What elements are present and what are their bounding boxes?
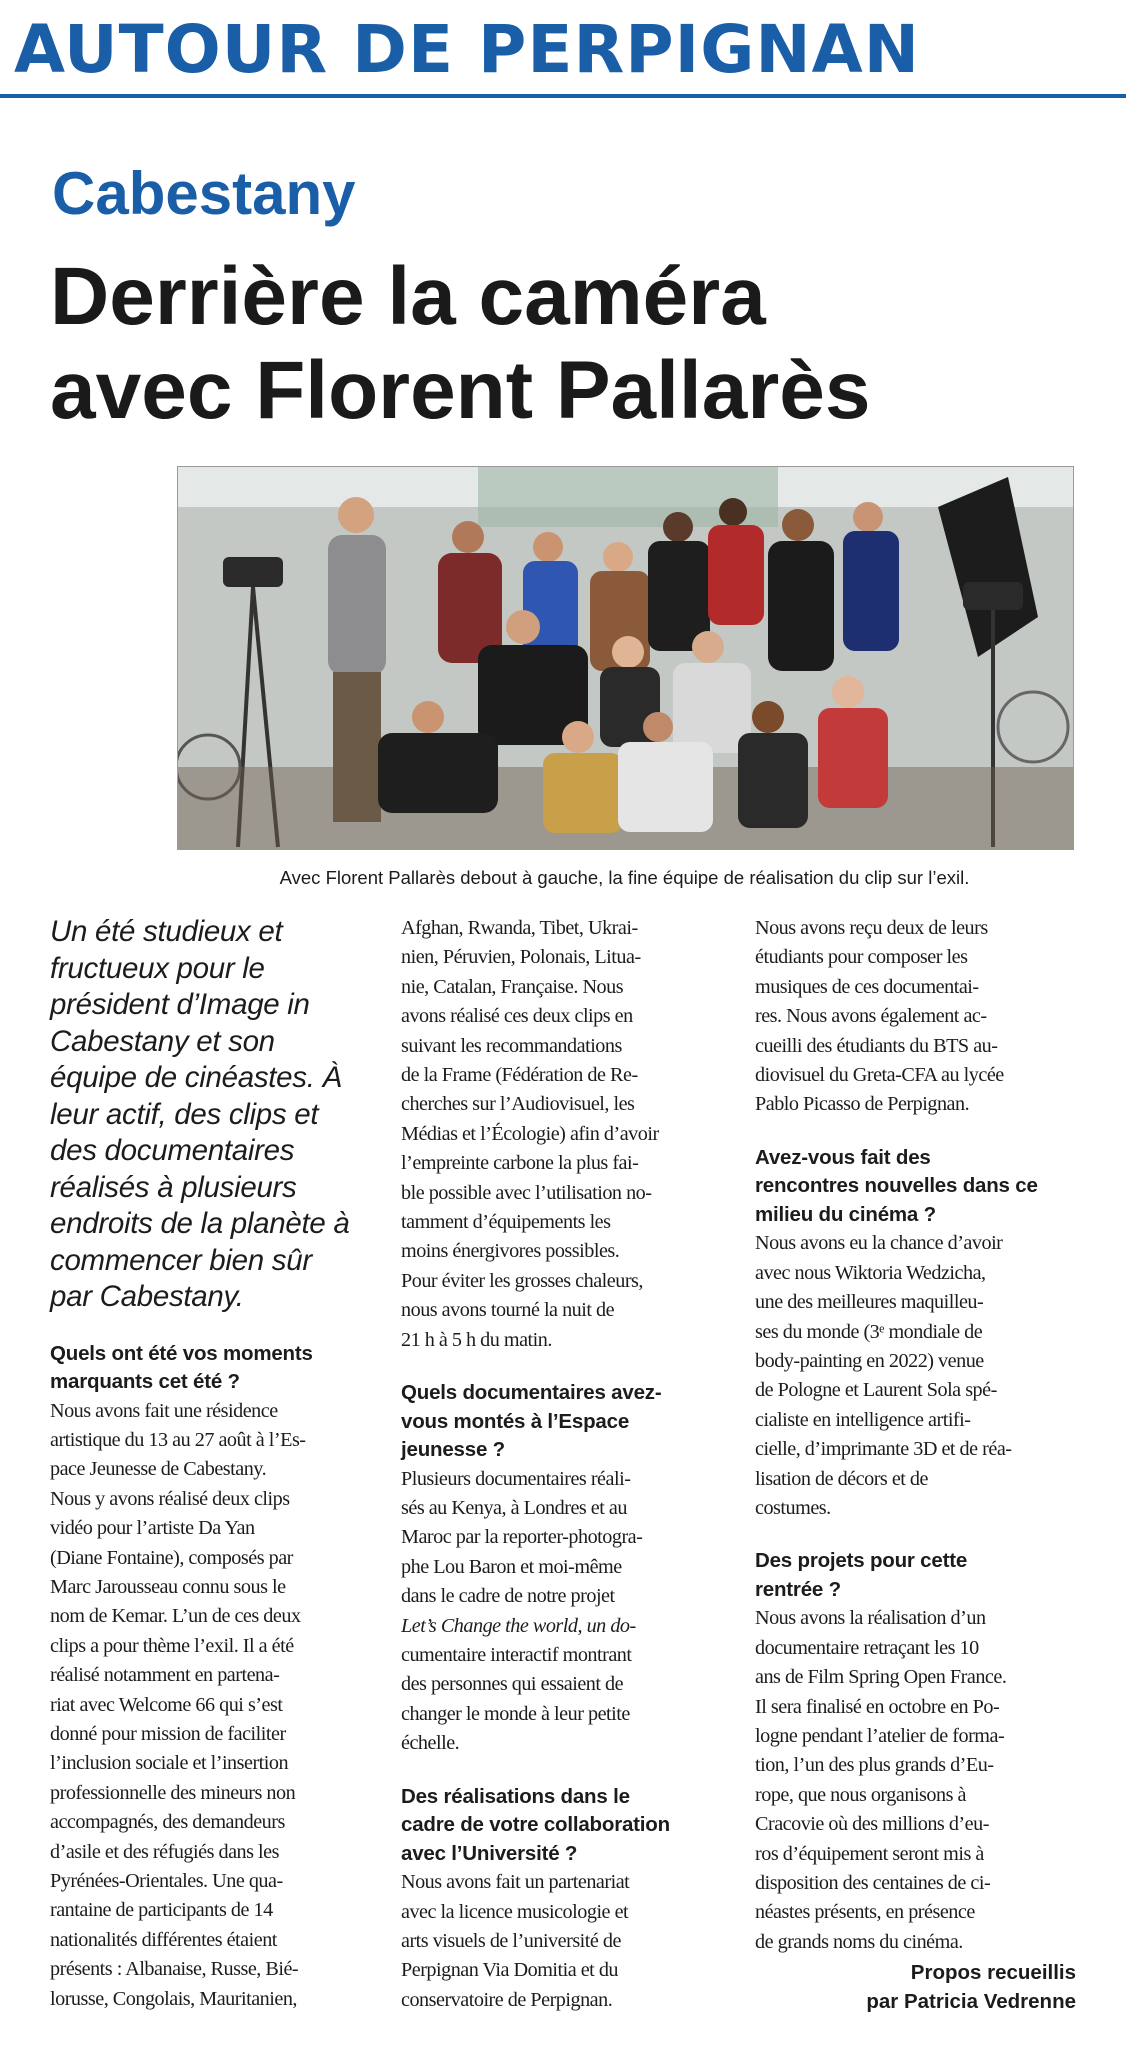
body-line: body-painting en 2022) venue: [755, 1349, 984, 1372]
body-line: rantaine de participants de 14: [50, 1899, 273, 1922]
body-line: professionnelle des mineurs non: [50, 1781, 296, 1804]
body-line: 21 h à 5 h du matin.: [401, 1328, 552, 1351]
body-line: ans de Film Spring Open France.: [755, 1666, 1007, 1689]
question-2: [401, 1379, 724, 1465]
column-3: [755, 914, 1076, 2016]
body-line: changer le monde à leur petite: [401, 1702, 630, 1725]
body-line: réalisé notamment en partena-: [50, 1664, 280, 1687]
body-line: conservatoire de Perpignan.: [401, 1988, 613, 2011]
lead-line: leur actif, des clips et: [50, 1097, 319, 1131]
body-line: Pyrénées-Orientales. Une qua-: [50, 1870, 283, 1892]
body-line: lisation de décors et de: [755, 1467, 928, 1490]
body-line: nie, Catalan, Française. Nous: [401, 975, 624, 998]
lead-line: fructueux pour le: [50, 951, 265, 985]
lead-line: équipe de cinéastes. À: [50, 1061, 342, 1094]
body-line: nien, Péruvien, Polonais, Litua-: [401, 946, 641, 969]
article-lead: [50, 914, 364, 1316]
question-line: avec l’Université ?: [401, 1841, 578, 1865]
body-line: dans le cadre de notre projet: [401, 1585, 615, 1608]
body-line: cialiste en intelligence artifi-: [755, 1408, 971, 1431]
body-line: ses du monde (3ᵉ mondiale de: [755, 1320, 983, 1343]
lead-line: président d’Image in: [50, 988, 310, 1021]
group-photo-illustration: [178, 467, 1073, 849]
body-line: Nous avons fait une résidence: [50, 1399, 278, 1422]
answer-1-part-1: [50, 1397, 364, 2015]
body-line: Nous avons la réalisation d’un: [755, 1607, 986, 1630]
answer-5: [755, 1604, 1076, 1957]
body-line: d’asile et des réfugiés dans les: [50, 1840, 279, 1863]
body-line: Nous y avons réalisé deux clips: [50, 1487, 290, 1510]
question-line: milieu du cinéma ?: [755, 1202, 936, 1226]
body-line: arts visuels de l’université de: [401, 1929, 621, 1952]
question-line: Des projets pour cette: [755, 1549, 968, 1573]
question-4: [755, 1144, 1076, 1230]
question-line: cadre de votre collaboration: [401, 1813, 670, 1837]
lead-line: commencer bien sûr: [50, 1243, 312, 1277]
body-line: suivant les recommandations: [401, 1034, 622, 1057]
section-rule: [0, 94, 1126, 98]
answer-3-part-2: [755, 914, 1076, 1120]
body-line: documentaire retraçant les 10: [755, 1636, 979, 1659]
photo-caption: Avec Florent Pallarès debout à gauche, la fine équipe de réalisation du clip sur l’exil.: [279, 867, 970, 888]
answer-3-part-1: [401, 1868, 724, 2015]
body-line: Plusieurs documentaires réali-: [401, 1467, 631, 1490]
group-photo: [177, 466, 1074, 850]
question-line: Des réalisations dans le: [401, 1784, 630, 1808]
body-line: néastes présents, en présence: [755, 1901, 975, 1924]
lead-line: par Cabestany.: [50, 1280, 244, 1313]
question-5: [755, 1547, 1076, 1604]
article-kicker: Cabestany: [52, 160, 356, 227]
question-line: Avez-vous fait des: [755, 1145, 931, 1169]
lead-line: endroits de la planète à: [50, 1207, 350, 1240]
body-line: échelle.: [401, 1732, 460, 1755]
body-line: cueilli des étudiants du BTS au-: [755, 1034, 998, 1057]
question-line: rencontres nouvelles dans ce: [755, 1174, 1038, 1198]
lead-line: des documentaires: [50, 1134, 295, 1167]
body-line: l’empreinte carbone la plus fai-: [401, 1152, 639, 1175]
body-line: Pablo Picasso de Perpignan.: [755, 1093, 970, 1116]
section-title: AUTOUR DE PERPIGNAN: [14, 11, 920, 88]
body-line: Perpignan Via Domitia et du: [401, 1959, 619, 1982]
answer-2: [401, 1465, 724, 1759]
body-line: Cracovie où des millions d’eu-: [755, 1813, 989, 1836]
body-line: Maroc par la reporter-photogra-: [401, 1526, 643, 1549]
body-line: des personnes qui essaient de: [401, 1673, 624, 1696]
body-line: cielle, d’imprimante 3D et de réa-: [755, 1438, 1012, 1461]
body-line: pace Jeunesse de Cabestany.: [50, 1458, 267, 1481]
body-line: de grands noms du cinéma.: [755, 1930, 963, 1953]
column-1: [50, 914, 364, 2038]
body-line: rope, que nous organisons à: [755, 1783, 966, 1806]
lead-line: Cabestany et son: [50, 1024, 275, 1058]
question-1: [50, 1340, 364, 1397]
body-line: cumentaire interactif montrant: [401, 1644, 632, 1667]
body-line: présents : Albanaise, Russe, Bié-: [50, 1958, 299, 1981]
body-line: vidéo pour l’artiste Da Yan: [50, 1517, 255, 1540]
lead-line: réalisés à plusieurs: [50, 1170, 297, 1204]
body-line: (Diane Fontaine), composés par: [50, 1546, 293, 1569]
body-line: nous avons tourné la nuit de: [401, 1299, 615, 1322]
headline-line: Derrière la caméra: [50, 251, 766, 342]
question-line: jeunesse ?: [401, 1438, 505, 1462]
body-line: clips a pour thème l’exil. Il a été: [50, 1634, 294, 1657]
body-line: lorusse, Congolais, Mauritanien,: [50, 1987, 297, 2010]
body-line: moins énergivores possibles.: [401, 1240, 620, 1263]
question-line: Quels documentaires avez-: [401, 1381, 662, 1405]
body-line: costumes.: [755, 1497, 831, 1519]
body-line: phe Lou Baron et moi-même: [401, 1555, 622, 1578]
body-line: musiques de ces documentai-: [755, 975, 979, 998]
body-line: avec nous Wiktoria Wedzicha,: [755, 1261, 986, 1284]
question-line: Quels ont été vos moments: [50, 1341, 313, 1365]
question-line: marquants cet été ?: [50, 1370, 240, 1393]
body-line: de Pologne et Laurent Sola spé-: [755, 1379, 997, 1402]
answer-1-part-2: [401, 914, 724, 1355]
body-line: nationalités différentes étaient: [50, 1928, 277, 1951]
body-line: tamment d’équipements les: [401, 1211, 611, 1234]
byline: [755, 1959, 1076, 2016]
byline-line: par Patricia Vedrenne: [866, 1989, 1076, 2013]
body-line: res. Nous avons également ac-: [755, 1005, 987, 1028]
body-line: Pour éviter les grosses chaleurs,: [401, 1269, 643, 1292]
body-line: Let’s Change the world, un do-: [401, 1614, 636, 1637]
body-line: ros d’équipement seront mis à: [755, 1842, 984, 1865]
body-line: tion, l’un des plus grands d’Eu-: [755, 1754, 994, 1777]
body-line: de la Frame (Fédération de Re-: [401, 1064, 638, 1087]
body-line: artistique du 13 au 27 août à l’Es-: [50, 1428, 306, 1451]
body-line: étudiants pour composer les: [755, 946, 968, 969]
body-line: avec la licence musicologie et: [401, 1900, 629, 1923]
byline-line: Propos recueillis: [910, 1961, 1076, 1985]
body-line: donné pour mission de faciliter: [50, 1722, 286, 1745]
question-3: [401, 1783, 724, 1869]
body-line: Nous avons eu la chance d’avoir: [755, 1232, 1003, 1255]
answer-4: [755, 1229, 1076, 1523]
question-line: rentrée ?: [755, 1577, 841, 1601]
body-line: l’inclusion sociale et l’insertion: [50, 1752, 289, 1775]
body-line: nom de Kemar. L’un de ces deux: [50, 1605, 301, 1628]
body-line: sés au Kenya, à Londres et au: [401, 1497, 627, 1519]
body-line: Médias et l’Écologie) afin d’avoir: [401, 1122, 659, 1145]
body-line: Afghan, Rwanda, Tibet, Ukrai-: [401, 917, 638, 939]
body-line: accompagnés, des demandeurs: [50, 1811, 285, 1834]
body-line: Nous avons fait un partenariat: [401, 1871, 630, 1894]
headline-line: avec Florent Pallarès: [50, 345, 871, 436]
body-line: avons réalisé ces deux clips en: [401, 1005, 633, 1028]
question-line: vous montés à l’Espace: [401, 1409, 630, 1433]
body-line: Il sera finalisé en octobre en Po-: [755, 1695, 1000, 1718]
body-line: logne pendant l’atelier de forma-: [755, 1725, 1005, 1748]
article-headline: [50, 250, 1090, 438]
body-line: ble possible avec l’utilisation no-: [401, 1181, 652, 1204]
body-line: disposition des centaines de ci-: [755, 1872, 991, 1895]
body-line: cherches sur l’Audiovisuel, les: [401, 1093, 635, 1116]
body-line: diovisuel du Greta-CFA au lycée: [755, 1064, 1004, 1087]
body-line: Nous avons reçu deux de leurs: [755, 917, 988, 939]
body-line: une des meilleures maquilleu-: [755, 1291, 984, 1314]
lead-line: Un été studieux et: [50, 915, 283, 948]
body-line: riat avec Welcome 66 qui s’est: [50, 1693, 283, 1716]
column-2: [401, 914, 724, 2039]
body-line: Marc Jarousseau connu sous le: [50, 1575, 286, 1598]
